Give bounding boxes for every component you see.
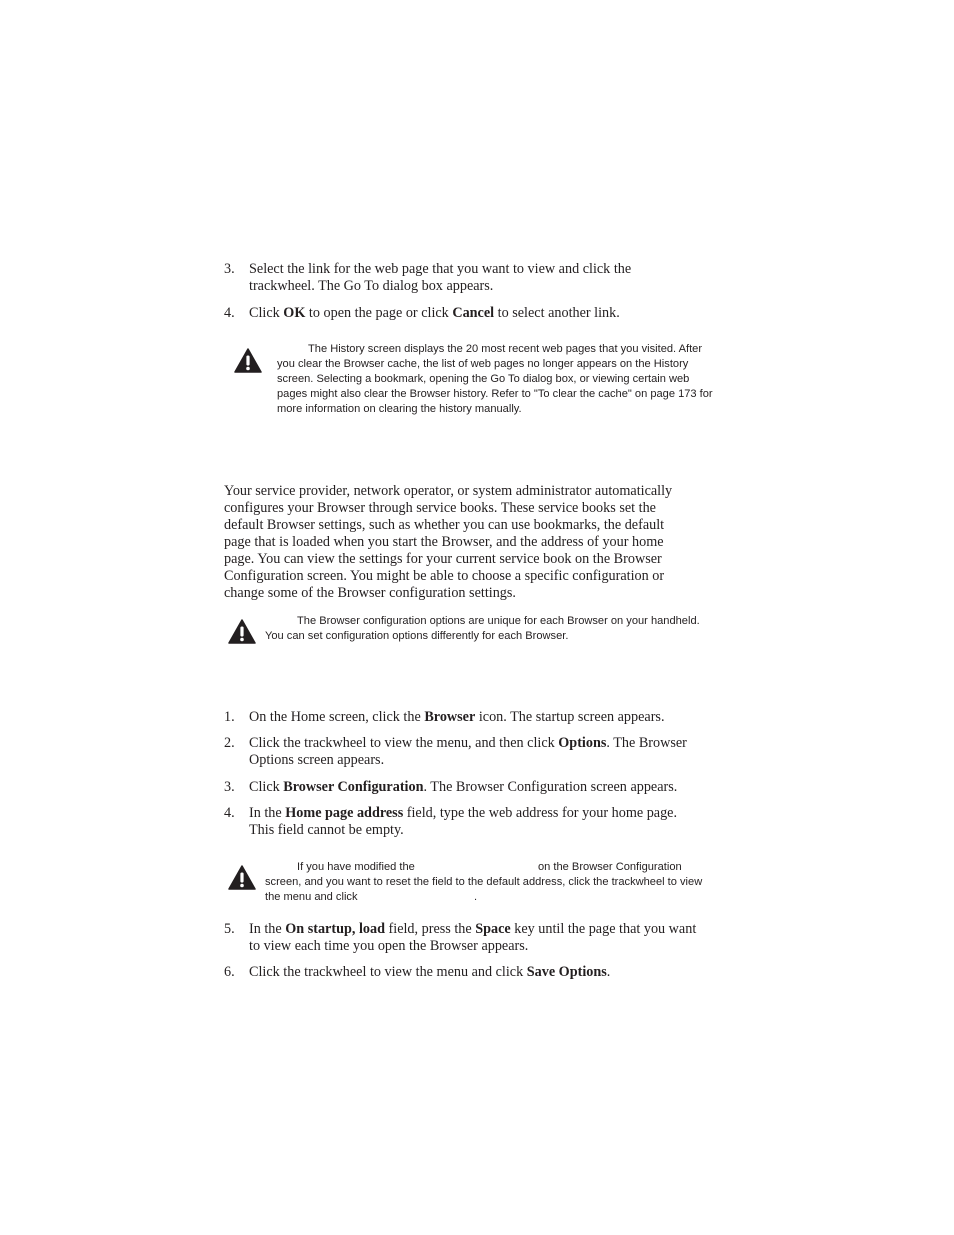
step-text: On the Home screen, click the Browser icon. The startup screen appears. (249, 709, 665, 725)
warning-icon (234, 348, 262, 374)
note-configuration: The Browser configuration options are unique for each Browser on your handheld. You can set configuration options differently for each Browser. (265, 615, 700, 642)
step-number: 5. (224, 921, 235, 937)
step-number: 3. (224, 779, 235, 795)
step-text: Click Browser Configuration. The Browser Configuration screen appears. (249, 779, 678, 795)
intro-paragraph: Your service provider, network operator, or system administrator automatically configures your Browser through service books. These service books set the default Browser settings, such as whether you can use bookmarks, the default page that is loaded when you start the Browser, and the address of your home page. You can view the settings for your current service book on the Browser Configuration screen. You might be able to choose a specific configuration or change some of the Browser configuration settings. (224, 483, 673, 601)
note-history: The History screen displays the 20 most recent web pages that you visited. After you clear the Browser cache, the list of web pages no longer appears on the History screen. Selecting a bookmark, opening the Go To dialog box, or viewing certain web pages might also clear the Browser history. Refer to "To clear the cache" on page 173 for more information on clearing the history manually. (277, 343, 713, 415)
warning-icon (228, 865, 256, 891)
note-home-page-reset: If you have modified the on the Browser Configuration screen, and you want to reset the field to the default address, click the trackwheel to view the menu and click . (265, 861, 703, 903)
step-text: Select the link for the web page that you want to view and click the trackwheel. The Go To dialog box appears. (249, 261, 632, 294)
step-text: Click the trackwheel to view the menu, and then click Options. The Browser Options screen appears. (249, 735, 687, 768)
step-text: In the On startup, load field, press the Space key until the page that you want to view each time you open the Browser appears. (249, 921, 697, 954)
step-number: 4. (224, 305, 235, 321)
step-number: 3. (224, 261, 235, 277)
step-text: Click OK to open the page or click Cancel to select another link. (249, 305, 620, 321)
step-number: 2. (224, 735, 235, 751)
step-text: In the Home page address field, type the web address for your home page. This field cannot be empty. (249, 805, 678, 838)
step-number: 1. (224, 709, 235, 725)
warning-icon (228, 619, 256, 645)
step-number: 6. (224, 964, 235, 980)
step-number: 4. (224, 805, 235, 821)
step-text: Click the trackwheel to view the menu and click Save Options. (249, 964, 611, 980)
